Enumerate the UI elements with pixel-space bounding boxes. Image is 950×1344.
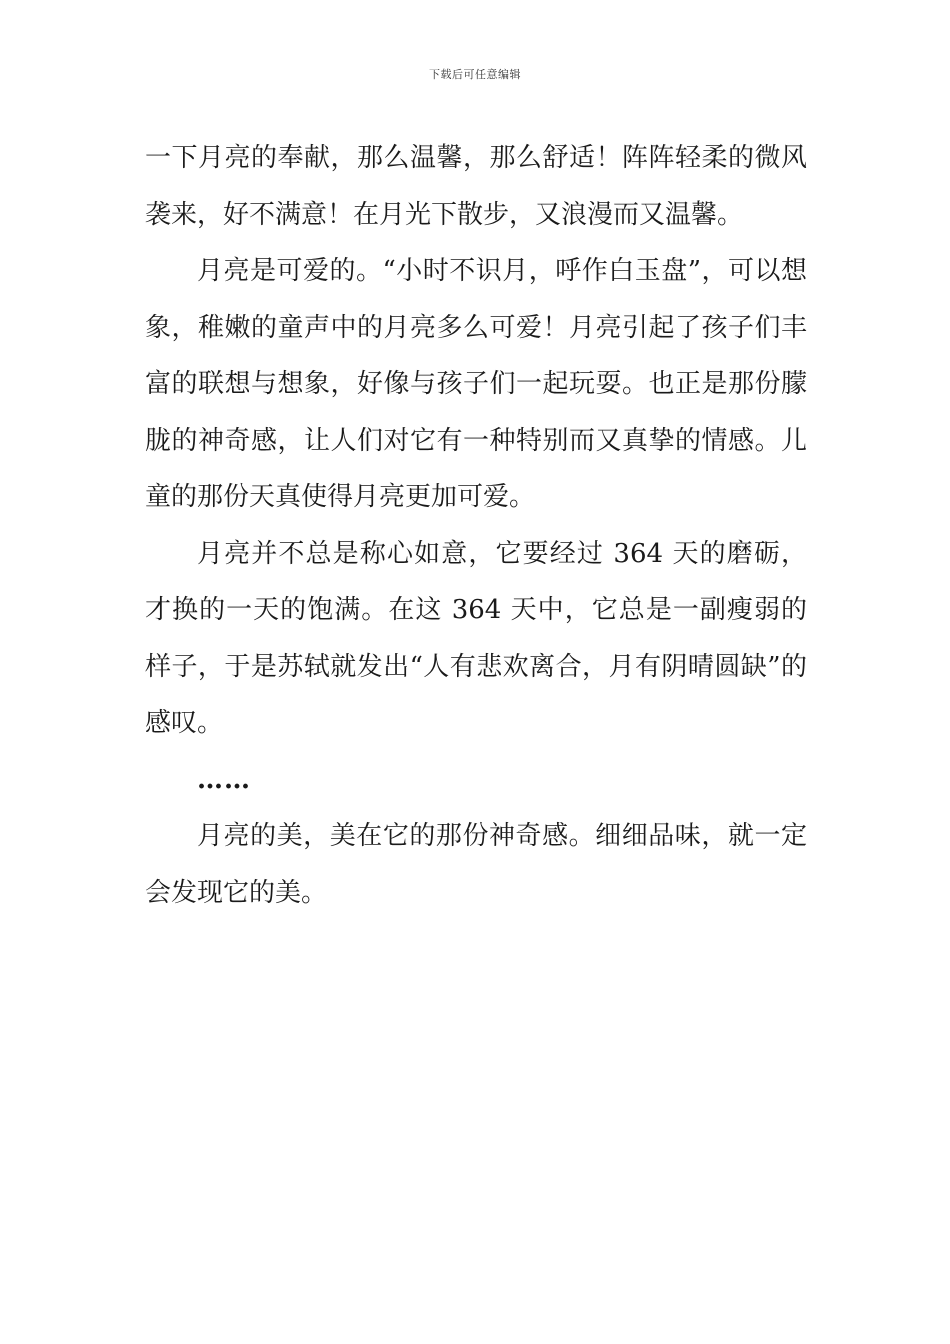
- paragraph-4: 月亮的美，美在它的那份神奇感。细细品味，就一定会发现它的美。: [145, 821, 807, 908]
- paragraph-1: 一下月亮的奉献，那么温馨，那么舒适！阵阵轻柔的微风袭来，好不满意！在月光下散步，又浪漫而又温馨。: [145, 143, 807, 230]
- paragraph-3: 月亮并不总是称心如意，它要经过 364 天的磨砺，才换的一天的饱满。在这 364 天中，它总是一副瘦弱的样子，于是苏轼就发出“人有悲欢离合，月有阴晴圆缺”的感叹。: [145, 538, 807, 738]
- page-header-note: 下载后可任意编辑: [429, 68, 521, 81]
- paragraph-2: 月亮是可爱的。“小时不识月，呼作白玉盘”，可以想象，稚嫩的童声中的月亮多么可爱！月亮引起了孩子们丰富的联想与想象，好像与孩子们一起玩耍。也正是那份朦胧的神奇感，让人们对它有一种特别而又真挚的情感。儿童的那份天真使得月亮更加可爱。: [145, 256, 807, 512]
- article-body: [145, 130, 807, 921]
- ellipsis-break: ……: [197, 764, 251, 795]
